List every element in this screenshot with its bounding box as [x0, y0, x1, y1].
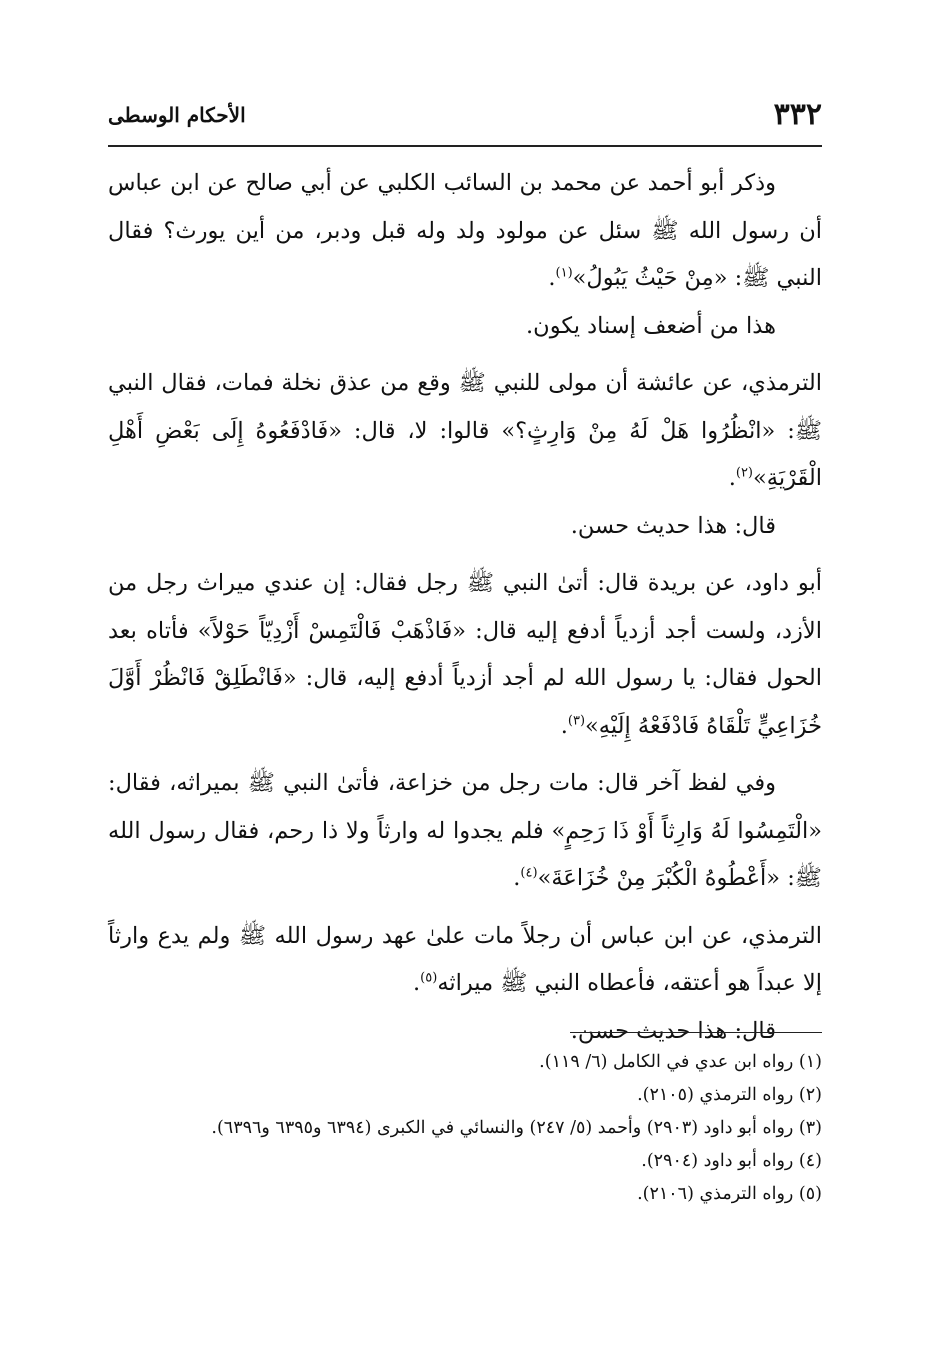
- paragraph-8: قال: هذا حديث حسن.: [570, 1017, 776, 1044]
- footnote-1: (١) رواه ابن عدي في الكامل (٦/ ١١٩).: [539, 1052, 822, 1072]
- period: .: [413, 970, 421, 996]
- paragraph-1: [108, 160, 822, 303]
- period: .: [513, 865, 521, 891]
- period: .: [548, 265, 556, 291]
- header-divider: [108, 145, 822, 147]
- paragraph-text: الترمذي، عن ابن عباس أن رجلاً مات علىٰ عهد رسول الله ﷺ ولم يدع وارثاً إلا عبداً هو أعتقه، فأعطاه النبي ﷺ ميراثه: [108, 922, 822, 996]
- footnote-ref-1: (١): [555, 265, 573, 281]
- page-number: ٣٣٢: [773, 97, 822, 132]
- footnote-divider: [570, 1032, 822, 1033]
- paragraph-text: وفي لفظ آخر قال: مات رجل من خزاعة، فأتىٰ النبي ﷺ بميراثه، فقال: «الْتَمِسُوا لَهُ وَارِثاً أَوْ ذَا رَحِمٍ» فلم يجدوا له وارثاً ولا ذا رحم، فقال رسول الله ﷺ: «أَعْطُوهُ الْكُبْرَ مِنْ خُزَاعَةَ»: [108, 770, 822, 891]
- period: .: [560, 712, 568, 739]
- main-text: [108, 160, 822, 1065]
- page-header: [108, 95, 822, 135]
- footnotes: [108, 1046, 822, 1211]
- paragraph-text: أبو داود، عن بريدة قال: أتىٰ النبي ﷺ رجل فقال: إن عندي ميراث رجل من الأزد، ولست أجد أزدياً أدفع إليه قال: «فَاذْهَبْ فَالْتَمِسْ أَزْدِيّاً حَوْلاً» فأتاه بعد الحول فقال: يا رسول الله لم أجد أزدياً أدفع إليه، قال: «فَانْطَلِقْ فَانْظُرْ أَوَّلَ خُزَاعِيٍّ تَلْقَاهُ فَادْفَعْهُ إِلَيْهِ»: [108, 570, 822, 739]
- footnote-ref-5: (٥): [420, 970, 438, 986]
- footnote-2: (٢) رواه الترمذي (٢١٠٥).: [637, 1085, 822, 1105]
- paragraph-text: وذكر أبو أحمد عن محمد بن السائب الكلبي عن أبي صالح عن ابن عباس أن رسول الله ﷺ سئل عن مولود ولد وله قبل ودبر، من أين يورث؟ فقال النبي ﷺ: «مِنْ حَيْثُ يَبُولُ»: [108, 170, 822, 291]
- paragraph-3: [108, 360, 822, 503]
- book-title: الأحكام الوسطى: [108, 103, 246, 127]
- footnote-3: (٣) رواه أبو داود (٢٩٠٣) وأحمد (٥/ ٢٤٧) والنسائي في الكبرى (٦٣٩٤ و٦٣٩٥ و٦٣٩٦).: [211, 1118, 822, 1138]
- footnote-ref-3: (٣): [567, 713, 586, 728]
- paragraph-2: هذا من أضعف إسناد يكون.: [526, 312, 776, 339]
- footnote-ref-4: (٤): [520, 865, 538, 881]
- period: .: [728, 465, 736, 491]
- paragraph-4: قال: هذا حديث حسن.: [570, 512, 776, 539]
- paragraph-7: [108, 913, 822, 1008]
- footnote-4: (٤) رواه أبو داود (٢٩٠٤).: [641, 1151, 822, 1171]
- paragraph-5: [108, 560, 822, 750]
- footnote-ref-2: (٢): [735, 465, 753, 481]
- paragraph-text: الترمذي، عن عائشة أن مولى للنبي ﷺ وقع من عذق نخلة فمات، فقال النبي ﷺ: «انْظُرُوا هَلْ لَهُ مِنْ وَارِثٍ؟» قالوا: لا، قال: «فَادْفَعُوهُ إِلَى بَعْضِ أَهْلِ الْقَرْيَةِ»: [108, 370, 822, 491]
- paragraph-6: [108, 760, 822, 903]
- footnote-5: (٥) رواه الترمذي (٢١٠٦).: [637, 1184, 822, 1204]
